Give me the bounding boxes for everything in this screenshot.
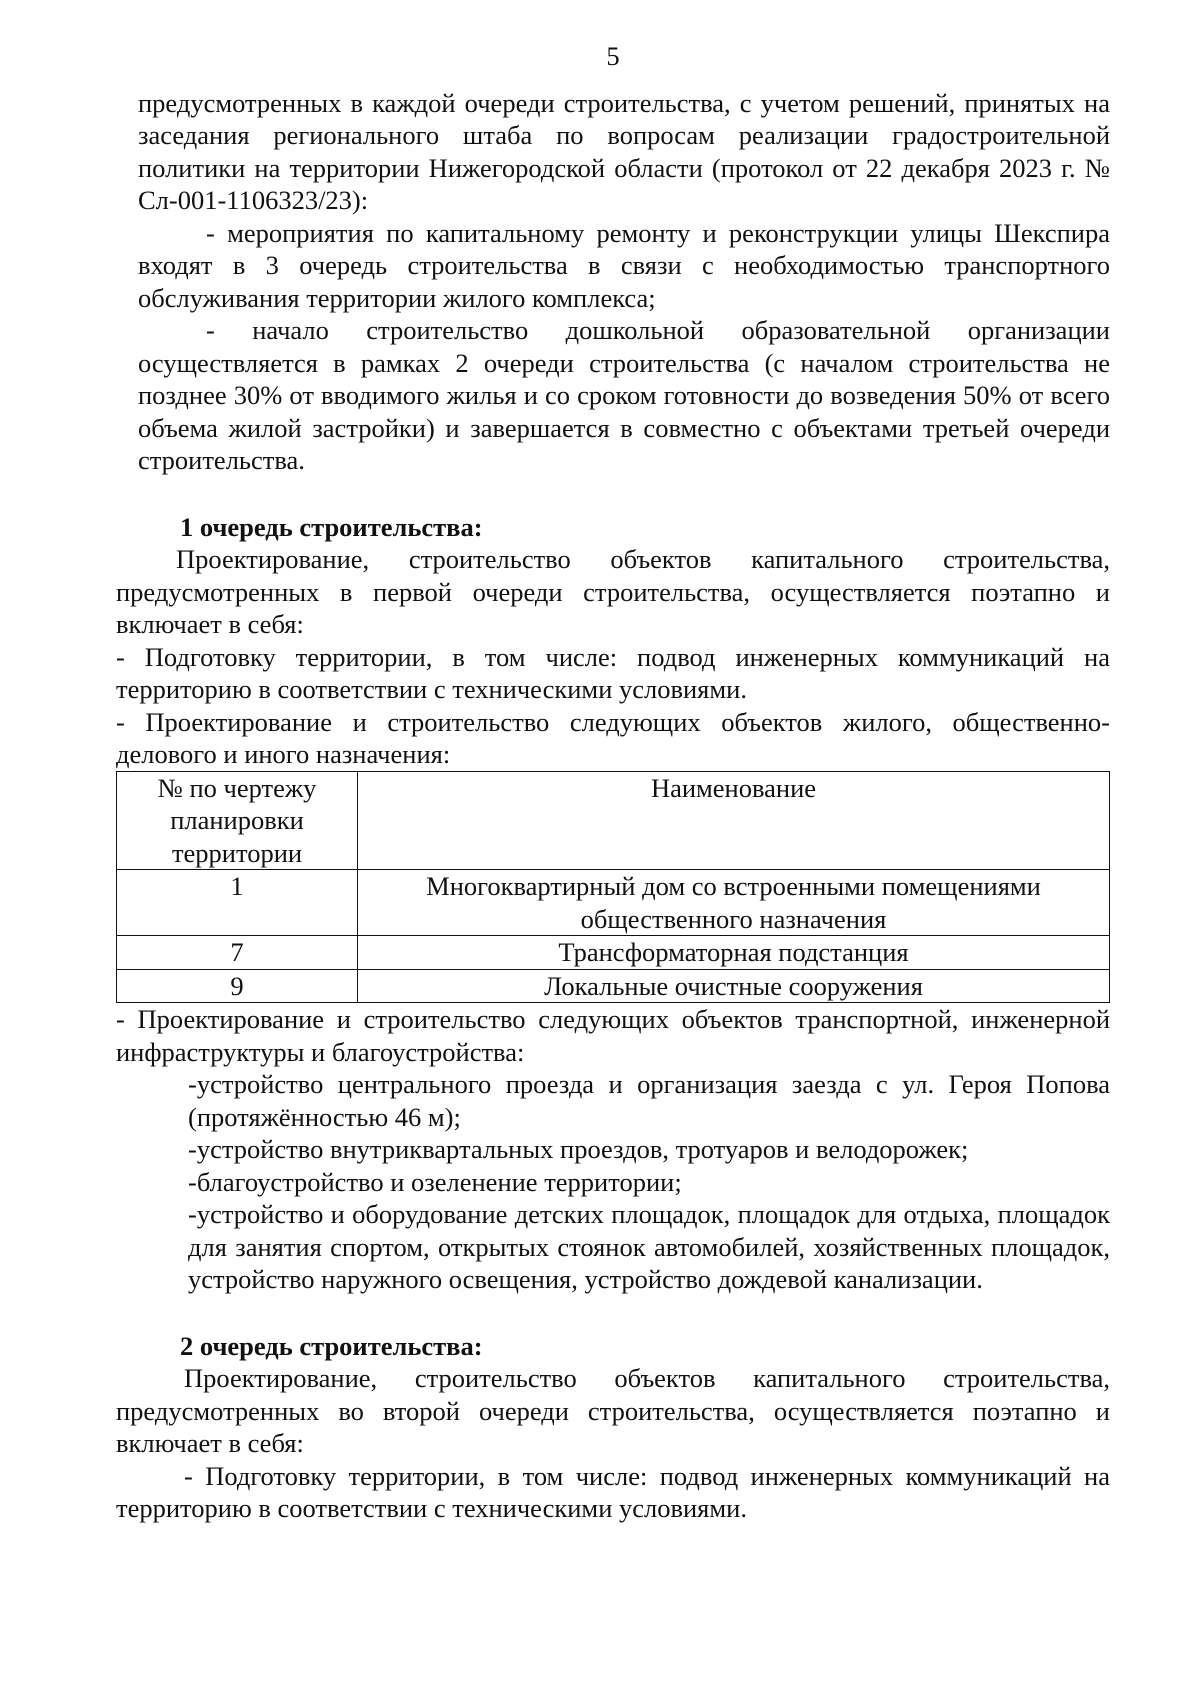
list-item: -устройство центрального проезда и организация заезда с ул. Героя Попова (протяжённостью 46 м); — [188, 1069, 1110, 1132]
stage2-heading: 2 очередь строительства: — [180, 1330, 483, 1361]
stage1-section — [116, 511, 1110, 1296]
stage1-paragraph: Проектирование, строительство объектов капитального строительства, предусмотренных в первой очереди строительства, осуществляется поэтапно и включает в себя: — [116, 544, 1110, 639]
table-header-name: Наименование — [358, 771, 1110, 870]
table-header-row — [117, 771, 1110, 870]
stage1-dash-3: - Проектирование и строительство следующих объектов транспортной, инженерной инфраструктуры и благоустройства: — [116, 1004, 1110, 1067]
table-row — [117, 870, 1110, 936]
stage2-dash-1: - Подготовку территории, в том числе: подвод инженерных коммуникаций на территорию в соответствии с техническими условиями. — [116, 1460, 1110, 1523]
list-item: -устройство внутриквартальных проездов, тротуаров и велодорожек; — [188, 1134, 969, 1164]
intro-bullet-1: - мероприятия по капитальному ремонту и реконструкции улицы Шекспира входят в 3 очередь строительства в связи с необходимостью транспортного обслуживания территории жилого комплекса; — [138, 217, 1110, 313]
intro-paragraph: предусмотренных в каждой очереди строительства, с учетом решений, принятых на заседания регионального штаба по вопросам реализации градостроительной политики на территории Нижегородской области (протокол от 22 декабря 2023 г. № Сл-001-1106323/23): — [138, 87, 1110, 215]
stage2-paragraph: Проектирование, строительство объектов капитального строительства, предусмотренных во второй очереди строительства, осуществляется поэтапно и включает в себя: — [116, 1363, 1110, 1458]
table-row — [117, 936, 1110, 970]
table-cell-name: Локальные очистные сооружения — [358, 969, 1110, 1003]
intro-bullet-2: - начало строительство дошкольной образовательной организации осуществляется в рамках 2 очереди строительства (с началом строительства не позднее 30% от вводимого жилья и со сроком готовности до возведения 50% от всего объема жилой застройки) и завершается в совместно с объектами третьей очереди строительства. — [138, 315, 1110, 475]
page-number: 5 — [606, 41, 620, 71]
table-header-number: № по чертежу планировки территории — [117, 771, 358, 870]
table-cell-number: 9 — [117, 969, 358, 1003]
table-cell-name: Трансформаторная подстанция — [358, 936, 1110, 970]
list-item: -благоустройство и озеленение территории; — [188, 1166, 682, 1197]
stage1-dash-2: - Проектирование и строительство следующих объектов жилого, общественно-делового и иного назначения: — [116, 706, 1110, 769]
stage1-heading: 1 очередь строительства: — [180, 511, 483, 542]
stage1-item-list — [116, 1068, 1110, 1296]
stage1-dash-1: - Подготовку территории, в том числе: подвод инженерных коммуникаций на территорию в соответствии с техническими условиями. — [116, 641, 1110, 704]
list-item: -устройство и оборудование детских площадок, площадок для отдыха, площадок для занятия спортом, открытых стоянок автомобилей, хозяйственных площадок, устройство наружного освещения, устройство дождевой канализации. — [188, 1199, 1110, 1294]
stage2-section — [116, 1330, 1110, 1525]
table-cell-number: 1 — [117, 870, 358, 936]
table-cell-number: 7 — [117, 936, 358, 970]
objects-table — [116, 771, 1110, 1004]
intro-section — [116, 87, 1110, 477]
table-row — [117, 969, 1110, 1003]
table-cell-name: Многоквартирный дом со встроенными помещениями общественного назначения — [358, 870, 1110, 936]
